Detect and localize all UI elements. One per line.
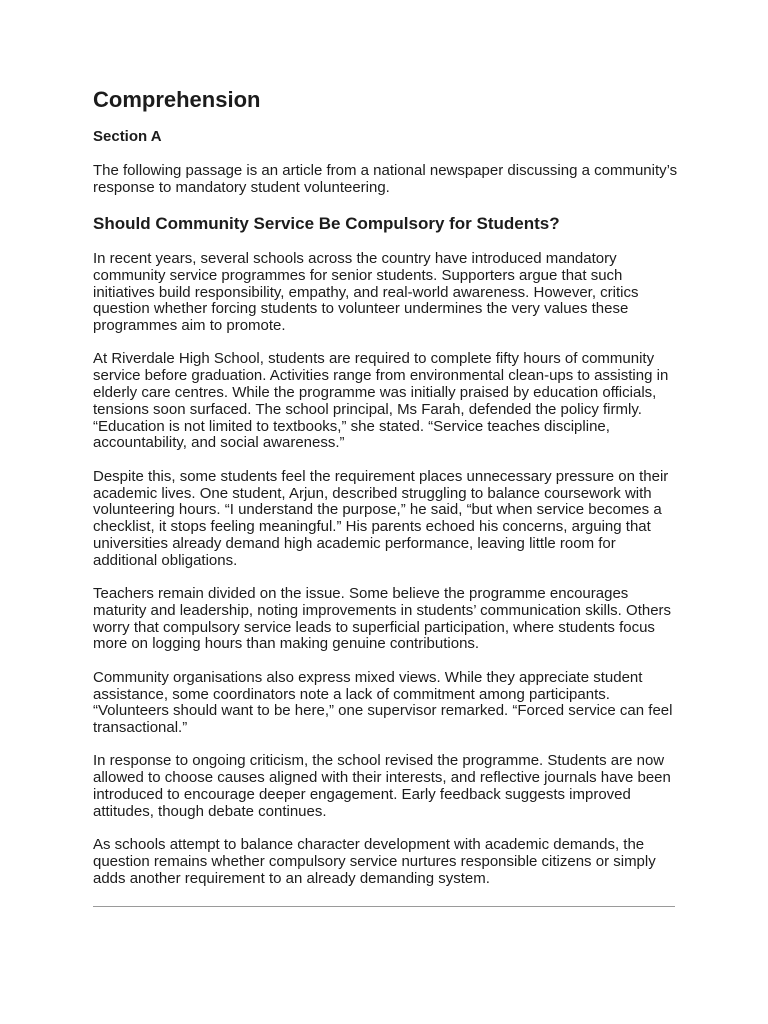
section-heading: Section A <box>93 128 162 145</box>
article-paragraph-7: As schools attempt to balance character development with academic demands, the question remains whether compulsory service nurtures responsible citizens or simply adds another requirement to an already demanding system. <box>93 836 656 887</box>
article-paragraph-3: Despite this, some students feel the requirement places unnecessary pressure on their academic lives. One student, Arjun, described struggling to balance coursework with volunteering hours. “I understand the purpose,” he said, “but when service becomes a checklist, it stops feeling meaningful.” His parents echoed his concerns, arguing that universities already demand high academic performance, leaving little room for additional obligations. <box>93 467 669 569</box>
horizontal-divider <box>93 906 675 907</box>
article-paragraph-6: In response to ongoing criticism, the school revised the programme. Students are now allowed to choose causes aligned with their interests, and reflective journals have been introduced to encourage deeper engagement. Early feedback suggests improved attitudes, though debate continues. <box>93 752 671 820</box>
intro-text: The following passage is an article from a national newspaper discussing a community’s response to mandatory student volunteering. <box>93 162 678 196</box>
article-body <box>93 251 678 888</box>
article-paragraph-1: In recent years, several schools across the country have introduced mandatory community service programmes for senior students. Supporters argue that such initiatives build responsibility, empathy, and real-world awareness. However, critics question whether forcing students to volunteer undermines the very values these programmes aim to promote. <box>93 250 639 335</box>
article-title: Should Community Service Be Compulsory for Students? <box>93 214 560 233</box>
article-paragraph-2: At Riverdale High School, students are required to complete fifty hours of community service before graduation. Activities range from environmental clean-ups to assisting in elderly care centres. While the programme was initially praised by education officials, tensions soon surfaced. The school principal, Ms Farah, defended the policy firmly. “Education is not limited to textbooks,” she stated. “Service teaches discipline, accountability, and social awareness.” <box>93 350 669 452</box>
article-paragraph-5: Community organisations also express mixed views. While they appreciate student assistance, some coordinators note a lack of commitment among participants. “Volunteers should want to be here,” one supervisor remarked. “Forced service can feel transactional.” <box>93 668 673 737</box>
document-page <box>93 86 678 888</box>
page-title: Comprehension <box>93 87 261 112</box>
article-paragraph-4: Teachers remain divided on the issue. Some believe the programme encourages maturity and leadership, noting improvements in students’ communication skills. Others worry that compulsory service leads to superficial participation, where students focus more on logging hours than making genuine contributions. <box>93 585 672 653</box>
